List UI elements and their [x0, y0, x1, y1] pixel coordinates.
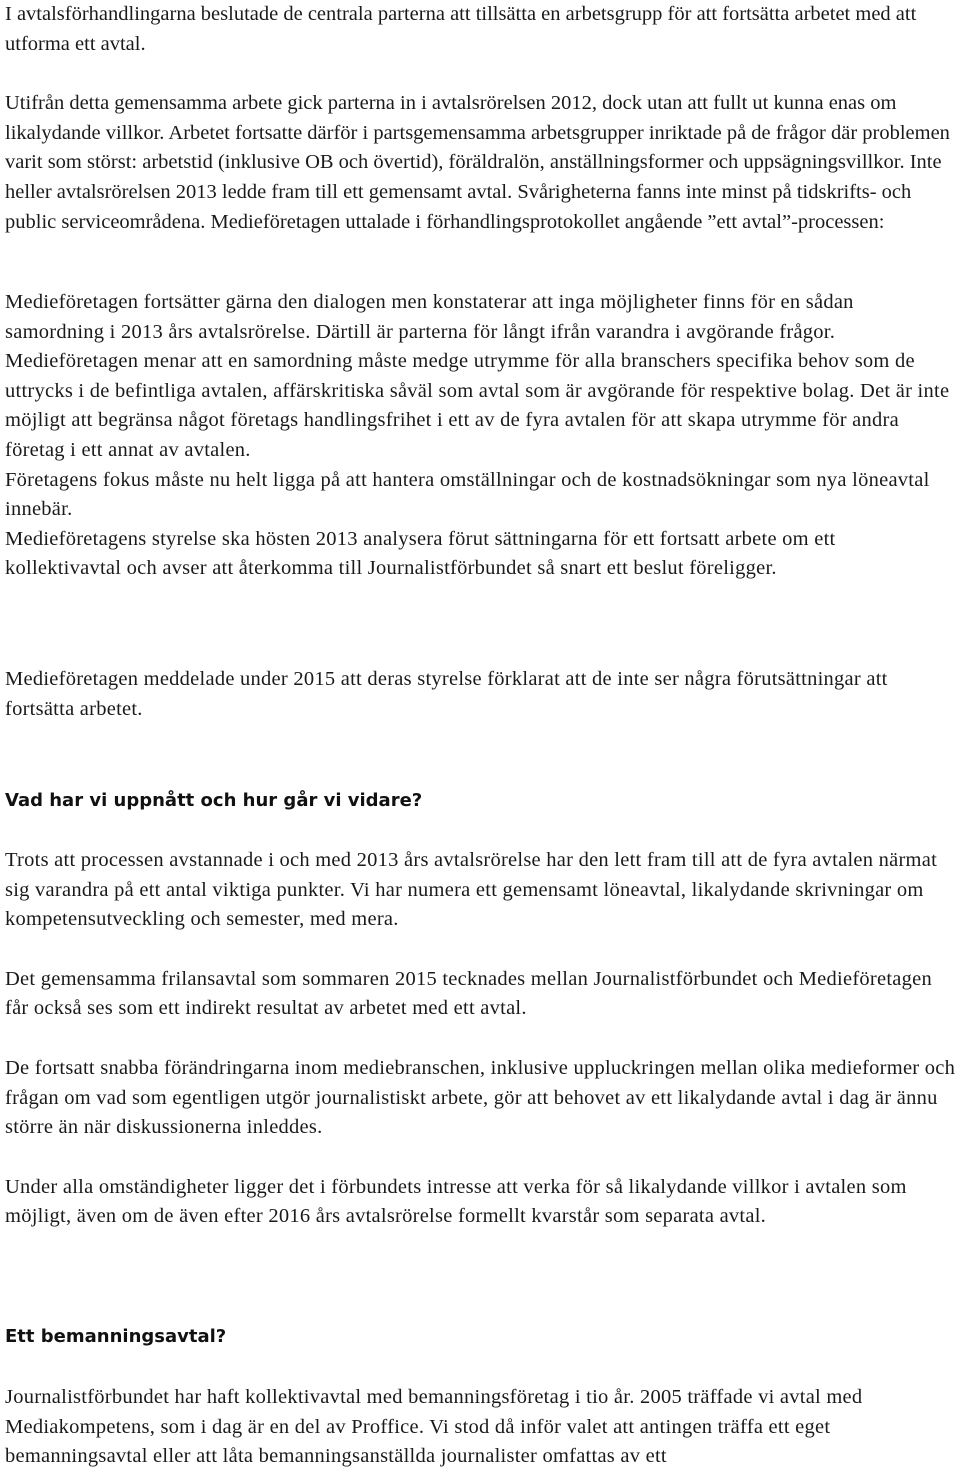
- quote-paragraph-4: Medieföretagens styrelse ska hösten 2013 analysera förut sättningarna för ett fortsatt arbete om ett kollektivavtal och avser att återkomma till Journalistförbundet så snart ett beslut föreligger.: [5, 527, 836, 580]
- progress-paragraph-1: Trots att processen avstannade i och med 2013 års avtalsrörelse har den lett fram till att de fyra avtalen närmat sig varandra på ett antal viktiga punkter. Vi har numera ett gemensamt löneavtal, likalydande skrivningar om kompetensutveckling och semester, med mera.: [5, 849, 938, 931]
- quote-paragraph-2: Medieföretagen menar att en samordning måste medge utrymme för alla branschers specifika behov som de uttrycks i de befintliga avtalen, affärskritiska såväl som avtal som är avgörande för respektive bolag. Det är inte möjligt att begränsa något företags handlingsfrihet i ett av de fyra avtalen för att skapa utrymme för andra företag i ett annat av avtalen.: [5, 350, 950, 461]
- quote-section: [5, 288, 957, 584]
- after-quote-section: [5, 665, 957, 724]
- intro-paragraph-2: Utifrån detta gemensamma arbete gick parterna in i avtalsrörelsen 2012, dock utan att fullt ut kunna enas om likalydande villkor. Arbetet fortsatte därför i partsgemensamma arbetsgrupper inriktade på de frågor där problemen varit som störst: arbetstid (inklusive OB och övertid), föräldralön, anställningsformer och uppsägningsvillkor. Inte heller avtalsrörelsen 2013 ledde fram till ett gemensamt avtal. Svårigheterna fanns inte minst på tidskrifts- och public serviceområdena. Medieföretagen uttalade i förhandlingsprotokollet angående ”ett avtal”-processen:: [5, 92, 950, 233]
- progress-paragraph-4: Under alla omständigheter ligger det i förbundets intresse att verka för så likalydande villkor i avtalen som möjligt, även om de även efter 2016 års avtalsrörelse formellt kvarstår som separata avtal.: [5, 1175, 907, 1228]
- progress-section: [5, 846, 957, 1232]
- progress-paragraph-3: De fortsatt snabba förändringarna inom mediebranschen, inklusive uppluckringen mellan olika medieformer och frågan om vad som egentligen utgör journalistiskt arbete, gör att behovet av ett likalydande avtal i dag är ännu större än när diskussionerna inleddes.: [5, 1056, 956, 1139]
- section-heading-staffing: Ett bemanningsavtal?: [5, 1326, 227, 1347]
- staffing-paragraph-1: Journalistförbundet har haft kollektivavtal med bemanningsföretag i tio år. 2005 träffade vi avtal med Mediakompetens, som i dag är en del av Proffice. Vi stod då inför valet att antingen träffa ett eget bemanningsavtal eller att låta bemanningsanställda journalister omfattas av ett: [5, 1386, 863, 1468]
- after-quote-paragraph: Medieföretagen meddelade under 2015 att deras styrelse förklarat att de inte ser några förutsättningar att fortsätta arbetet.: [5, 668, 888, 720]
- intro-section: [5, 0, 957, 237]
- section-heading-progress: Vad har vi uppnått och hur går vi vidare?: [5, 790, 423, 811]
- intro-paragraph-1: I avtalsförhandlingarna beslutade de centrala parterna att tillsätta en arbetsgrupp för att fortsätta arbetet med att utforma ett avtal.: [5, 3, 917, 55]
- quote-paragraph-3: Företagens fokus måste nu helt ligga på att hantera omställningar och de kostnadsökningar som nya löneavtal innebär.: [5, 468, 930, 521]
- quote-paragraph-1: Medieföretagen fortsätter gärna den dialogen men konstaterar att inga möjligheter finns för en sådan samordning i 2013 års avtalsrörelse. Därtill är parterna för långt ifrån varandra i avgörande frågor.: [5, 291, 854, 343]
- staffing-section: [5, 1383, 957, 1472]
- progress-paragraph-2: Det gemensamma frilansavtal som sommaren 2015 tecknades mellan Journalistförbundet och Medieföretagen får också ses som ett indirekt resultat av arbetet med ett avtal.: [5, 967, 932, 1020]
